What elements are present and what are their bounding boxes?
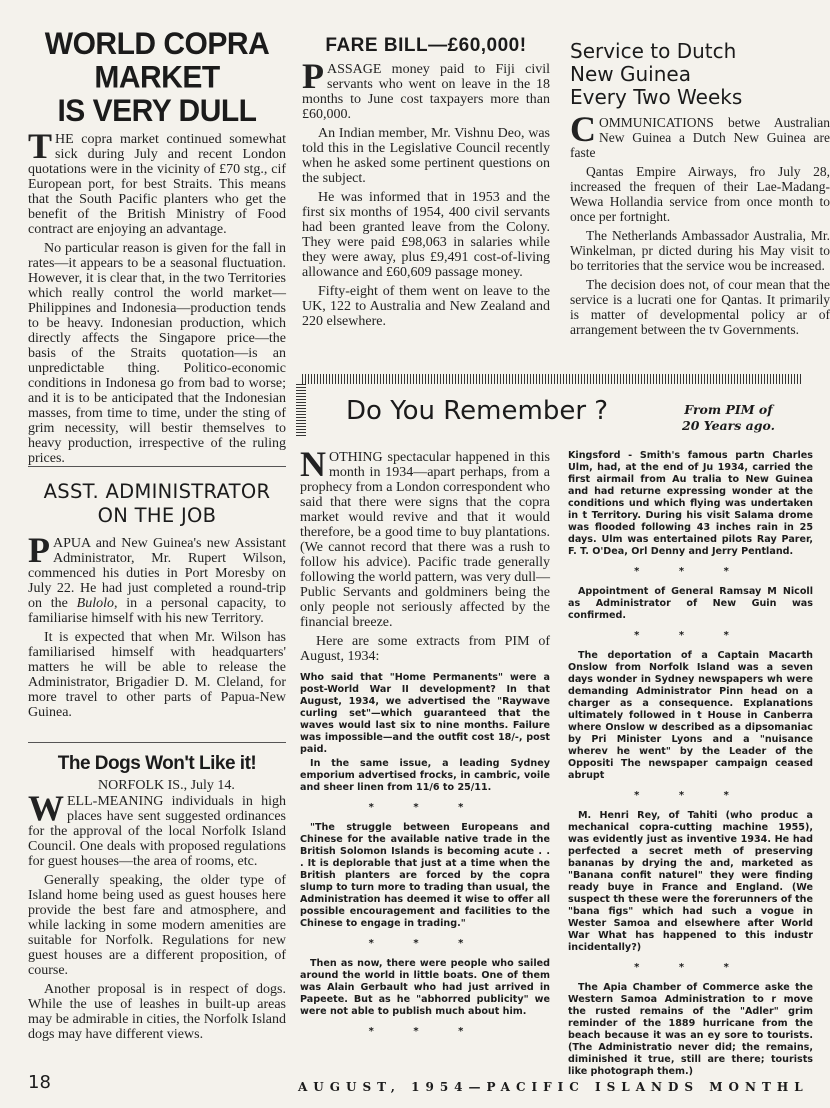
dogs-article <box>28 752 286 1052</box>
dogs-headline: The Dogs Won't Like it! <box>57 753 257 774</box>
fare-paragraph: Fifty-eight of them went on leave to the UK, 122 to Australia and New Zealand and 220 elsewhere. <box>302 284 550 329</box>
separator-stars: * * * <box>368 802 482 813</box>
remember-column-b <box>568 450 813 1077</box>
dutch-body <box>570 109 830 337</box>
dogs-dateline: NORFOLK IS., July 14. <box>98 778 235 793</box>
fare-paragraph: He was informed that in 1953 and the first six months of 1954, 400 civil servants had been granted leave from the Colony. They were paid £98,063 in salaries while they were away, plus £9,491 cost-of-living allowance and £60,609 passage money. <box>302 190 550 280</box>
dogs-dropcap: W <box>28 788 64 828</box>
asst-dropcap: P <box>28 530 50 570</box>
asst-paragraph-part: , in a personal capacity, to familiarise himself with his new Territory. <box>28 596 286 626</box>
dutch-headline <box>570 40 801 109</box>
decorative-rule-left <box>296 384 306 436</box>
fare-article <box>302 34 550 354</box>
remember-headline: Do You Remember ? <box>346 396 609 426</box>
decorative-rule <box>302 374 801 384</box>
remember-intro <box>300 444 551 664</box>
copra-paragraph: HE copra market continued somewhat sick during July and recent London quotations were in the vicinity of £70 stg., cif European port, for best Straits. This means that the South Pacific planters who get the benefit of the British Ministry of Food contract are enjoying an advantage. <box>28 132 286 237</box>
remember-intro-paragraph: Here are some extracts from PIM of August, 1934: <box>300 634 550 664</box>
dogs-paragraph: Another proposal is in respect of dogs. While the use of leashes in built-up areas may be admirable in cities, the Norfolk Island dogs may have different views. <box>28 982 286 1042</box>
copra-article <box>28 26 286 466</box>
asst-paragraph: It is expected that when Mr. Wilson has familiarised himself with headquarters' matters he will be able to release the Administrator, Brigadier D. M. Cleland, for more travel to other parts of Papua-New Guinea. <box>28 630 286 720</box>
separator-stars: * * * <box>634 962 747 973</box>
extract-item: M. Henri Rey, of Tahiti (who produc a mechanical copra-cutting machine 1955), was evidently just as inventive 1934. He had perfected a secret meth of preserving bananas by drying the and, marketed as "Banana confit naturel" they were finding ready buye in France and England. (We suspect th these were the forerunners of the "bana figs" which had such a vogue in Wester Samoa and elsewhere after World War What has happened to this industr incidentally?) <box>568 810 813 953</box>
remember-extracts-b <box>568 450 813 1078</box>
remember-column-a <box>300 444 551 1070</box>
dutch-article <box>570 39 830 360</box>
dutch-headline-line1: Service to Dutch <box>570 39 737 63</box>
asst-article <box>28 480 286 742</box>
dogs-paragraph: Generally speaking, the older type of Island home being used as guest houses here provide the best fare and atmosphere, and while lacking in some modern amenities are suitable for Norfolk. Regulations for new guest houses are a different proposition, of course. <box>28 873 286 978</box>
remember-intro-paragraph: OTHING spectacular happened in this month in 1934—apart perhaps, from a prophecy from a London correspondent who said that there were signs that the copra market would revive and that it would therefore, be a good time to buy plantations. (We cannot record that there was a rush to follow his advice). Pacific trade generally following the world pattern, was very dull—Public Servants and goldminers being the only people not seriously affected by the financial breeze. <box>300 450 551 630</box>
extract-item: Kingsford - Smith's famous partn Charles Ulm, had, at the end of Ju 1934, carried the first airmail from Au tralia to New Guinea and had returne expressing wonder at the conditions und which flying was undertaken in t Territory. During his visit Salama drome was flooded following 43 inches rain in 25 days. Ulm was entertained pilots Ray Parer, F. T. O'Dea, Orl Denny and Jerry Pentland. <box>568 450 813 557</box>
dutch-paragraph: The decision does not, of cour mean that the service is a lucrati one for Qantas. It primarily is matter of developmental policy ar of arrangement between the tv Governments. <box>570 277 830 337</box>
extract-item: "The struggle between Europeans and Chinese for the available native trade in the British Solomon Islands is becoming acute . . . It is deplorable that just at a time when the British planters are forced by the copra slump to turn more to trading than usual, the Administration has deemed it wise to offer all possible encouragement and facilities to the Chinese to engage in trading." <box>300 822 550 929</box>
copra-headline-line2: IS VERY DULL <box>57 93 257 129</box>
dogs-paragraph: ELL-MEANING individuals in high places have sent suggested ordinances for the approval of the local Norfolk Island Council. One deals with proposed regulations for guest houses—the area of rooms, etc. <box>28 794 286 869</box>
remember-extracts-a <box>300 672 550 1038</box>
ship-name: Bulolo <box>76 596 114 611</box>
remember-tagline <box>682 402 775 434</box>
dogs-body <box>28 778 286 1042</box>
dutch-headline-line2: New Guinea <box>570 62 691 86</box>
fare-body <box>302 56 550 329</box>
extract-item: Who said that "Home Permanents" were a post-World War II development? In that August, 1934, we advertised the "Raywave curling set"—which guaranteed that the waves would last six to nine months. Failure was impossible—and the outfit cost 18/-, post paid. <box>300 672 550 755</box>
extract-item: The Apia Chamber of Commerce aske the Western Samoa Administration to r move the rusted remains of the "Adler" grim reminder of the 1889 hurricane from the beach because it was an ey sore to tourists. (The Administratio never did; the remains, diminished it true, still are there; tourists like photograph them.) <box>568 982 813 1077</box>
separator-stars: * * * <box>634 630 747 641</box>
separator-stars: * * * <box>634 566 747 577</box>
remember-tagline-line1: From PIM of <box>684 402 773 417</box>
copra-paragraph: No particular reason is given for the fall in rates—it appears to be a seasonal fluctuation. However, it is clear that, in the two Territories which really control the world market—Philippines and Indonesia—production tends to be heavy. Indonesian production, which directly affects the Singapore price—the basis of the Straits quotation—is an unpredictable thing. Politico-economic conditions in Indonesa go from bad to worse; and it is to be anticipated that the Indonesian masses, from time to time, under the sting of grim necessity, will bestir themselves to heavy production, irrespective of the ruling prices. <box>28 241 286 466</box>
separator-stars: * * * <box>634 790 747 801</box>
extract-item: The deportation of a Captain Macarth Onslow from Norfolk Island was a seven days wonder in Sydney newspapers wh were demanding Administrator Pinn head on a charger as a consequence. Explanations ultimately followed in t House in Canberra where Onslow w described as a dipsomaniac by Pri Minister Lyons and a "nuisance wherev he went" by the Leader of the Oppositi The newspaper campaign ceased abrupt <box>568 650 813 781</box>
asst-headline-line2: ON THE JOB <box>97 504 217 527</box>
running-footer: AUGUST, 1954—PACIFIC ISLANDS MONTHL <box>298 1080 809 1094</box>
fare-headline: FARE BILL—£60,000! <box>325 35 527 56</box>
separator-stars: * * * <box>368 1026 482 1037</box>
copra-headline <box>28 28 286 129</box>
dutch-paragraph: Qantas Empire Airways, fro July 28, increased the frequen of their Lae-Madang-Wewa Hollandia service from once month to once per fortnight. <box>570 164 830 224</box>
asst-headline <box>28 480 286 528</box>
asst-paragraph-part: APUA and New Guinea's new Assistant Administrator, Mr. Rupert Wilson, commenced his duties in Port Moresby on July 22. He had just completed a round-trip on the <box>28 536 286 611</box>
dutch-paragraph: OMMUNICATIONS betwe Australian New Guinea a Dutch New Guinea are faste <box>570 115 830 160</box>
remember-tagline-line2: 20 Years ago. <box>682 418 775 433</box>
extract-item: Appointment of General Ramsay M Nicoll as Administrator of New Guin was confirmed. <box>568 586 813 621</box>
fare-dropcap: P <box>302 56 324 96</box>
asst-body <box>28 530 286 720</box>
dutch-dropcap: C <box>570 109 596 149</box>
separator-stars: * * * <box>368 938 482 949</box>
dutch-paragraph: The Netherlands Ambassador Australia, Mr. Winkelman, pr dicted during his May visit to bo territories that the service wou be increased. <box>570 228 830 273</box>
asst-headline-line1: ASST. ADMINISTRATOR <box>43 480 271 503</box>
copra-body <box>28 126 286 466</box>
copra-headline-line1: WORLD COPRA MARKET <box>44 26 270 95</box>
divider <box>28 466 286 467</box>
extract-item: In the same issue, a leading Sydney emporium advertised frocks, in cambric, voile and sheer linen from 11/6 to 25/11. <box>300 758 550 793</box>
page-number: 18 <box>28 1072 51 1093</box>
fare-paragraph: An Indian member, Mr. Vishnu Deo, was told this in the Legislative Council recently when he asked some pertinent questions on the subject. <box>302 126 550 186</box>
divider <box>28 742 286 743</box>
dutch-headline-line3: Every Two Weeks <box>570 85 743 109</box>
fare-paragraph: ASSAGE money paid to Fiji civil servants who went on leave in the 18 months to June cost taxpayers more than £60,000. <box>302 62 550 122</box>
extract-item: Then as now, there were people who sailed around the world in little boats. One of them was Alain Gerbault who had just arrived in Papeete. But as he "abhorred publicity" we were not able to publish much about him. <box>300 958 550 1017</box>
copra-dropcap: T <box>28 126 53 166</box>
remember-dropcap: N <box>300 444 326 484</box>
